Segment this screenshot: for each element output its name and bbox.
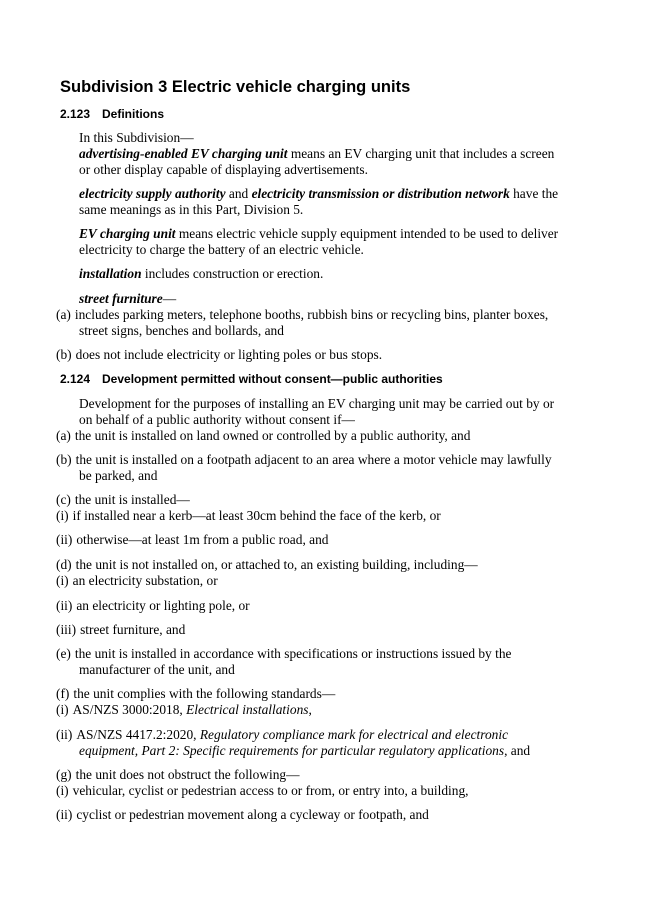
list-item: [56, 492, 576, 508]
item-label: (iii): [56, 622, 77, 637]
definition-street-furniture: [79, 291, 574, 307]
item-text: ,: [308, 702, 312, 717]
list-item: [56, 452, 576, 484]
defined-term: EV charging unit: [79, 226, 176, 241]
definition-advertising-enabled: [79, 146, 574, 178]
definition-ev-charging-unit: [79, 226, 574, 258]
defined-term: street furniture: [79, 291, 163, 306]
standard-title: equipment, Part 2: Specific requirements for particular regulatory applications: [79, 743, 505, 758]
intro-text: on behalf of a public authority without consent if—: [79, 412, 355, 427]
list-item: [56, 646, 576, 678]
sub-list-item: [56, 783, 576, 799]
item-label: (f): [56, 686, 70, 701]
sub-list-item: [56, 532, 576, 548]
list-item: [56, 428, 576, 444]
item-text: the unit is not installed on, or attached to, an existing building, including—: [75, 557, 478, 572]
defined-term: electricity transmission or distribution network: [251, 186, 510, 201]
item-text: cyclist or pedestrian movement along a cycleway or footpath, and: [76, 807, 429, 822]
section-title: Development permitted without consent—public authorities: [102, 372, 443, 386]
defined-term: advertising-enabled EV charging unit: [79, 146, 288, 161]
sub-list-item: [56, 622, 576, 638]
sub-list-item: [56, 702, 576, 718]
sub-list-item: [56, 598, 576, 614]
item-text: if installed near a kerb—at least 30cm behind the face of the kerb, or: [72, 508, 441, 523]
item-label: (ii): [56, 727, 73, 742]
definition-dash: —: [162, 291, 177, 306]
item-label: (i): [56, 783, 69, 798]
item-label: (a): [56, 307, 71, 322]
definition-text: same meanings as in this Part, Division 5.: [79, 202, 304, 217]
item-text: the unit is installed on a footpath adjacent to an area where a motor vehicle may lawfully: [75, 452, 552, 467]
defined-term: installation: [79, 266, 142, 281]
item-label: (ii): [56, 532, 73, 547]
item-label: (c): [56, 492, 71, 507]
item-text: be parked, and: [79, 468, 158, 483]
item-label: (a): [56, 428, 71, 443]
item-text: , and: [504, 743, 531, 758]
item-label: (b): [56, 452, 72, 467]
subdivision-title: Subdivision 3 Electric vehicle charging units: [60, 78, 411, 96]
item-text: the unit is installed in accordance with specifications or instructions issued by the: [74, 646, 512, 661]
list-item: [56, 347, 576, 363]
sub-list-item: [56, 807, 576, 823]
item-text: street signs, benches and bollards, and: [79, 323, 284, 338]
item-text: includes parking meters, telephone booths, rubbish bins or recycling bins, planter boxes,: [74, 307, 549, 322]
item-label: (d): [56, 557, 72, 572]
item-label: (ii): [56, 807, 73, 822]
list-item: [56, 557, 576, 573]
standard-title: Electrical installations: [186, 702, 309, 717]
item-text: an electricity or lighting pole, or: [76, 598, 250, 613]
definition-text: means an EV charging unit that includes a screen: [287, 146, 555, 161]
definition-electricity-supply-authority: [79, 186, 574, 218]
list-item: [56, 307, 576, 339]
item-text: manufacturer of the unit, and: [79, 662, 235, 677]
intro-text: In this Subdivision—: [79, 130, 194, 145]
item-label: (ii): [56, 598, 73, 613]
item-label: (i): [56, 508, 69, 523]
definition-text: or other display capable of displaying advertisements.: [79, 162, 368, 177]
item-text: otherwise—at least 1m from a public road, and: [76, 532, 329, 547]
definition-text: means electric vehicle supply equipment intended to be used to deliver: [175, 226, 559, 241]
item-label: (e): [56, 646, 71, 661]
item-text: AS/NZS 4417.2:2020,: [76, 727, 200, 742]
conjunction: and: [225, 186, 252, 201]
section-number: 2.123: [60, 107, 91, 121]
item-text: does not include electricity or lighting poles or bus stops.: [75, 347, 383, 362]
section-heading-2-123: [60, 107, 164, 121]
list-item: [56, 767, 576, 783]
section-intro: [79, 396, 574, 428]
section-heading-2-124: [60, 372, 443, 386]
section-number: 2.124: [60, 372, 91, 386]
item-label: (b): [56, 347, 72, 362]
definition-text: electricity to charge the battery of an electric vehicle.: [79, 242, 364, 257]
sub-list-item: [56, 727, 576, 759]
sub-list-item: [56, 508, 576, 524]
definition-installation: [79, 266, 574, 282]
intro-text: Development for the purposes of installing an EV charging unit may be carried out by or: [79, 396, 555, 411]
item-text: the unit complies with the following standards—: [73, 686, 336, 701]
sub-list-item: [56, 573, 576, 589]
item-text: AS/NZS 3000:2018,: [72, 702, 187, 717]
item-label: (i): [56, 573, 69, 588]
item-text: vehicular, cyclist or pedestrian access to or from, or entry into, a building,: [72, 783, 469, 798]
section-title: Definitions: [102, 107, 164, 121]
item-text: the unit does not obstruct the following—: [75, 767, 300, 782]
item-text: street furniture, and: [80, 622, 186, 637]
definition-text: have the: [509, 186, 559, 201]
item-label: (i): [56, 702, 69, 717]
item-text: the unit is installed on land owned or controlled by a public authority, and: [74, 428, 471, 443]
item-label: (g): [56, 767, 72, 782]
definition-text: includes construction or erection.: [141, 266, 324, 281]
item-text: an electricity substation, or: [72, 573, 218, 588]
standard-title: Regulatory compliance mark for electrical and electronic: [199, 727, 509, 742]
item-text: the unit is installed—: [74, 492, 190, 507]
defined-term: electricity supply authority: [79, 186, 226, 201]
list-item: [56, 686, 576, 702]
definitions-intro: [79, 130, 574, 146]
